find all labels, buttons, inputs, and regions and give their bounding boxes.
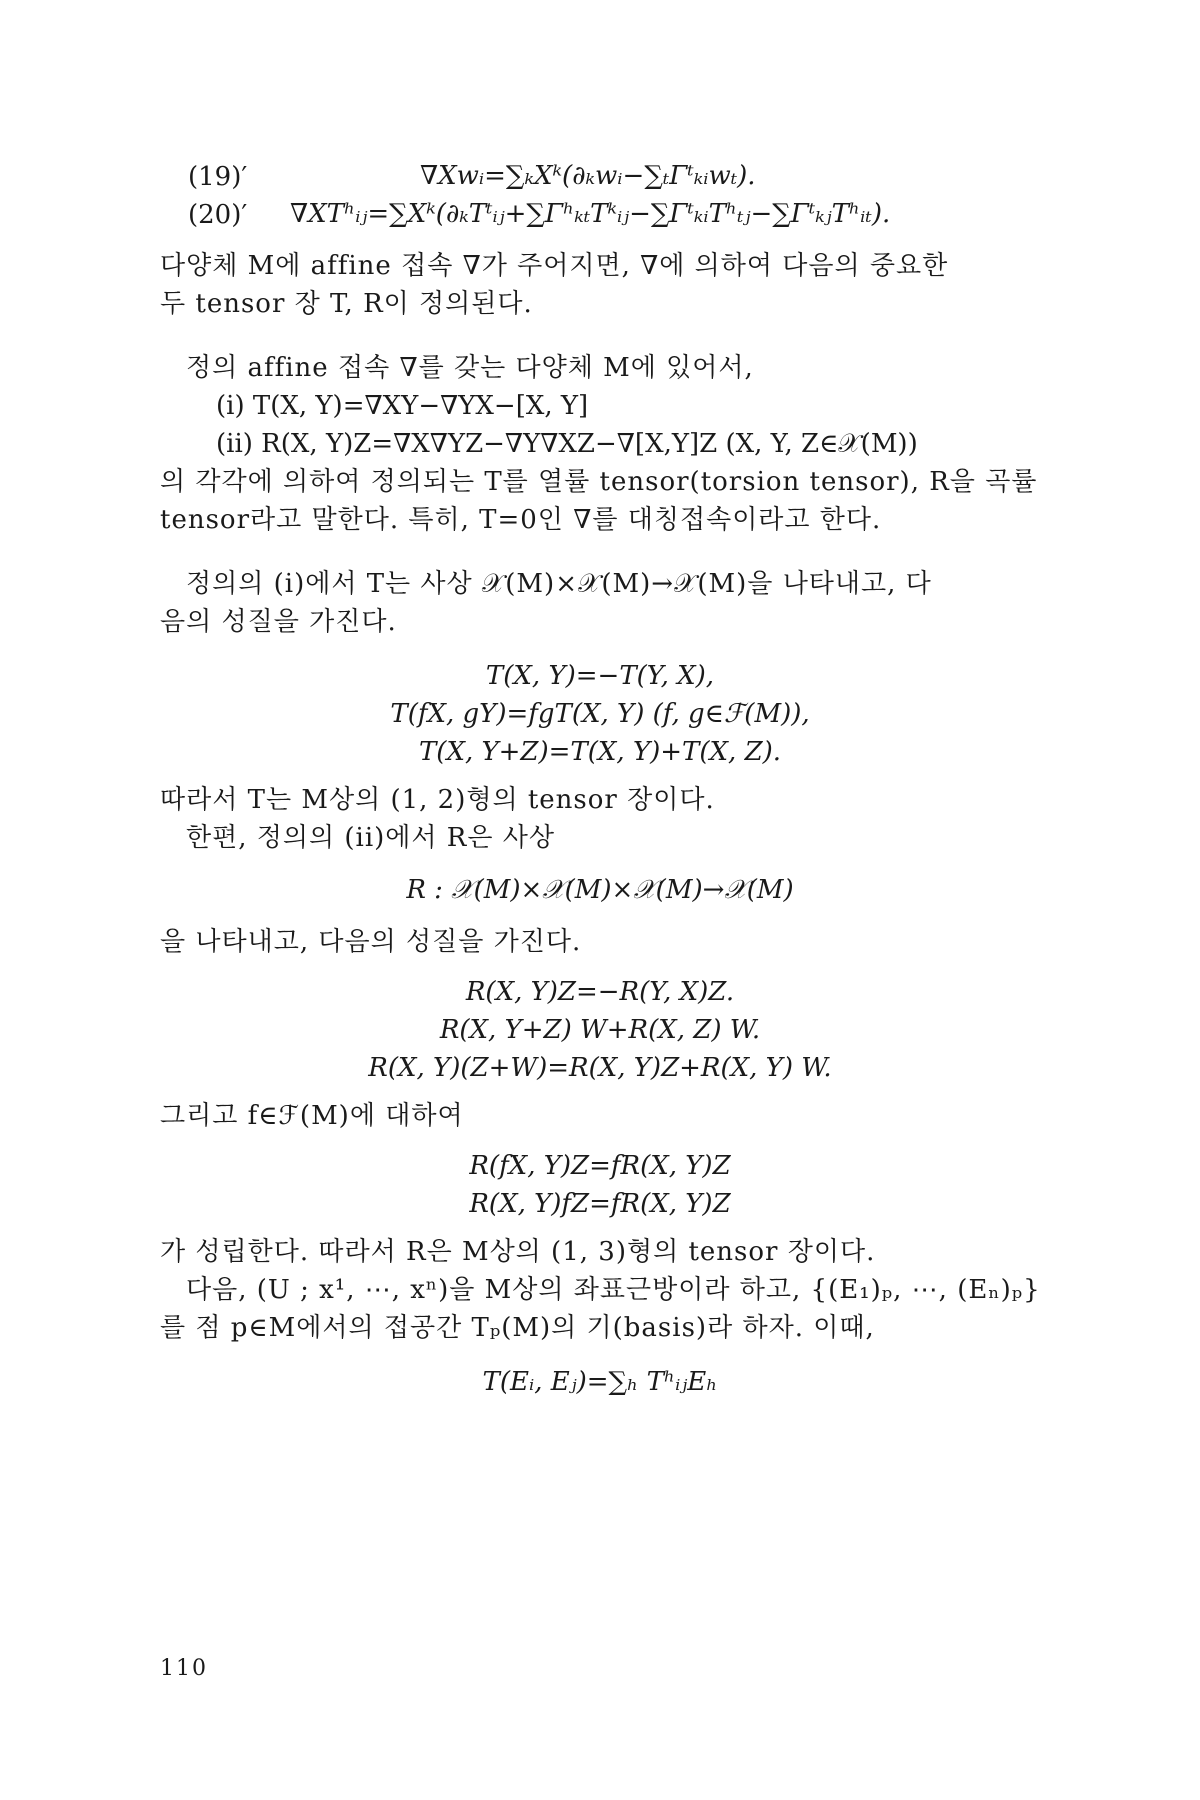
torsion-property-3: T(X, Y+Z)=T(X, Y)+T(X, Z). bbox=[418, 737, 782, 767]
curvature-property-1: R(X, Y)Z=−R(Y, X)Z. bbox=[465, 977, 735, 1007]
definition-line-3: 의 각각에 의하여 정의되는 T를 열률 tensor(torsion tensor), R을 곡률 bbox=[160, 467, 1038, 497]
equation-19: ∇Xwᵢ=∑ₖXᵏ(∂ₖwᵢ−∑ₜΓᵗₖᵢwₜ). bbox=[420, 161, 756, 191]
paragraph-6-line-3: 를 점 p∈M에서의 접공간 Tₚ(M)의 기(basis)라 하자. 이때, bbox=[160, 1313, 875, 1343]
paragraph-3-line-2: 한편, 정의의 (ii)에서 R은 사상 bbox=[186, 823, 555, 853]
torsion-property-1: T(X, Y)=−T(Y, X), bbox=[485, 661, 715, 691]
definition-item-i: (i) T(X, Y)=∇XY−∇YX−[X, Y] bbox=[216, 391, 589, 421]
paragraph-2-line-2: 음의 성질을 가진다. bbox=[160, 607, 397, 637]
paragraph-1-line-1: 다양체 M에 affine 접속 ∇가 주어지면, ∇에 의하여 다음의 중요한 bbox=[160, 251, 949, 281]
final-equation: T(Eᵢ, Eⱼ)=∑ₕ TʰᵢⱼEₕ bbox=[482, 1367, 718, 1397]
curvature-property-3: R(X, Y)(Z+W)=R(X, Y)Z+R(X, Y) W. bbox=[368, 1053, 832, 1083]
definition-item-ii: (ii) R(X, Y)Z=∇X∇YZ−∇Y∇XZ−∇[X,Y]Z (X, Y, Z∈𝒳(M)) bbox=[216, 429, 918, 459]
equation-label-20: (20)′ bbox=[188, 200, 248, 230]
paragraph-2-line-1: 정의의 (i)에서 T는 사상 𝒳(M)×𝒳(M)→𝒳(M)을 나타내고, 다 bbox=[186, 569, 932, 599]
curvature-property-2: R(X, Y+Z) W+R(X, Z) W. bbox=[439, 1015, 761, 1045]
curvature-map: R : 𝒳(M)×𝒳(M)×𝒳(M)→𝒳(M) bbox=[406, 875, 794, 905]
paragraph-1-line-2: 두 tensor 장 T, R이 정의된다. bbox=[160, 289, 533, 319]
definition-intro: 정의 affine 접속 ∇를 갖는 다양체 M에 있어서, bbox=[186, 353, 754, 383]
equation-20: ∇XTʰᵢⱼ=∑Xᵏ(∂ₖTᵗᵢⱼ+∑ΓʰₖₜTᵏᵢⱼ−∑ΓᵗₖᵢTʰₜⱼ−∑ΓᵗₖⱼTʰᵢₜ). bbox=[290, 199, 891, 229]
equation-label-19: (19)′ bbox=[188, 162, 248, 192]
function-property-1: R(fX, Y)Z=fR(X, Y)Z bbox=[469, 1151, 731, 1181]
paragraph-3-line-1: 따라서 T는 M상의 (1, 2)형의 tensor 장이다. bbox=[160, 785, 715, 815]
paragraph-6-line-1: 가 성립한다. 따라서 R은 M상의 (1, 3)형의 tensor 장이다. bbox=[160, 1237, 876, 1267]
torsion-property-2: T(fX, gY)=fgT(X, Y) (f, g∈ℱ(M)), bbox=[390, 699, 810, 729]
paragraph-6-line-2: 다음, (U ; x¹, ⋯, xⁿ)을 M상의 좌표근방이라 하고, {(E₁)ₚ, ⋯, (Eₙ)ₚ} bbox=[186, 1275, 1041, 1305]
function-property-2: R(X, Y)fZ=fR(X, Y)Z bbox=[469, 1189, 731, 1219]
paragraph-5: 그리고 f∈ℱ(M)에 대하여 bbox=[160, 1101, 464, 1131]
page-number: 110 bbox=[160, 1656, 208, 1681]
paragraph-4: 을 나타내고, 다음의 성질을 가진다. bbox=[160, 927, 582, 957]
definition-line-4: tensor라고 말한다. 특히, T=0인 ∇를 대칭접속이라고 한다. bbox=[160, 505, 882, 535]
